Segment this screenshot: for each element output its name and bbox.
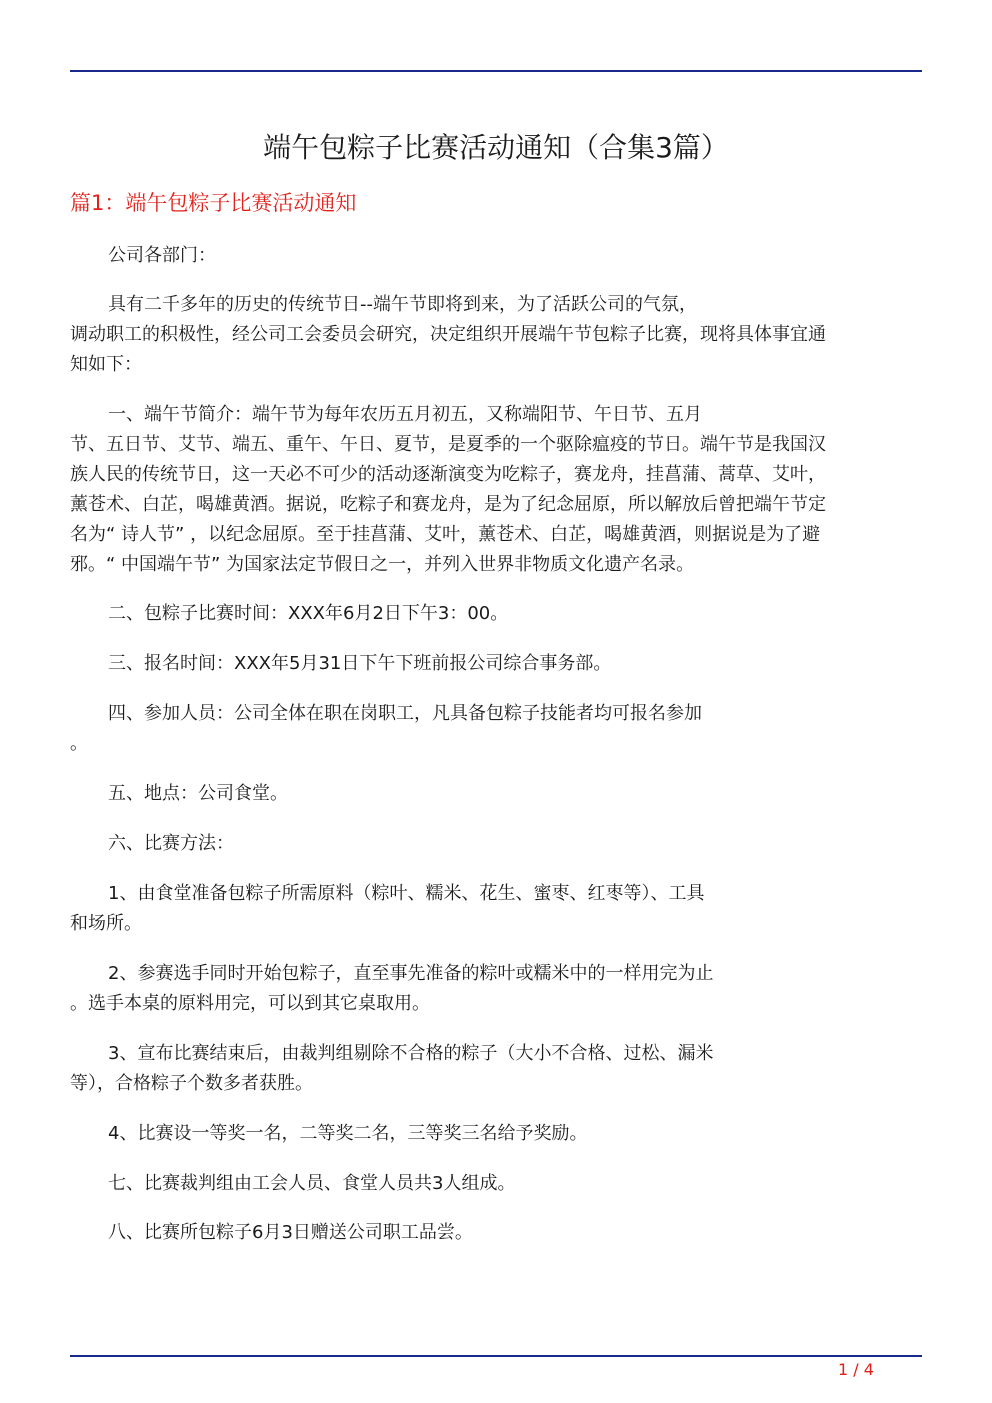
paragraph <box>70 241 922 271</box>
paragraph <box>70 1218 922 1248</box>
paragraph <box>70 599 922 629</box>
text-line: 五、地点：公司食堂。 <box>108 783 288 804</box>
paragraph <box>70 779 922 809</box>
text-line: 2、参赛选手同时开始包粽子，直至事先准备的粽叶或糯米中的一样用完为止 <box>108 963 714 984</box>
text-line: 1、由食堂准备包粽子所需原料（粽叶、糯米、花生、蜜枣、红枣等）、工具 <box>108 883 705 904</box>
paragraph <box>70 1119 922 1149</box>
text-line: 。选手本桌的原料用完，可以到其它桌取用。 <box>70 993 430 1014</box>
paragraph <box>70 1039 922 1099</box>
text-line: 邪。“ 中国端午节” 为国家法定节假日之一，并列入世界非物质文化遗产名录。 <box>70 554 695 575</box>
text-line: 调动职工的积极性，经公司工会委员会研究，决定组织开展端午节包粽子比赛，现将具体事宜通 <box>70 324 826 345</box>
section-heading: 篇1：端午包粽子比赛活动通知 <box>70 191 357 215</box>
text-line: 3、宣布比赛结束后，由裁判组剔除不合格的粽子（大小不合格、过松、漏米 <box>108 1043 714 1064</box>
text-line: 八、比赛所包粽子6月3日赠送公司职工品尝。 <box>108 1222 473 1243</box>
paragraph <box>70 649 922 679</box>
header-rule <box>70 70 922 72</box>
paragraph <box>70 290 922 380</box>
text-line: 公司各部门： <box>108 245 216 266</box>
text-line: 三、报名时间：XXX年5月31日下午下班前报公司综合事务部。 <box>108 653 612 674</box>
text-line: 等），合格粽子个数多者获胜。 <box>70 1073 313 1094</box>
paragraph <box>70 829 922 859</box>
text-line: 族人民的传统节日，这一天必不可少的活动逐渐演变为吃粽子，赛龙舟，挂菖蒲、蒿草、艾叶， <box>70 464 826 485</box>
text-line: 名为“ 诗人节” ，以纪念屈原。至于挂菖蒲、艾叶，薰苍术、白芷，喝雄黄酒，则据说是为了避 <box>70 524 821 545</box>
paragraph <box>70 400 922 580</box>
text-line: 。 <box>70 733 88 754</box>
paragraph <box>70 959 922 1019</box>
paragraph <box>70 699 922 759</box>
text-line: 二、包粽子比赛时间：XXX年6月2日下午3：00。 <box>108 603 509 624</box>
text-line: 一、端午节简介：端午节为每年农历五月初五，又称端阳节、午日节、五月 <box>108 404 702 425</box>
text-line: 4、比赛设一等奖一名，二等奖二名，三等奖三名给予奖励。 <box>108 1123 588 1144</box>
text-line: 六、比赛方法： <box>108 833 234 854</box>
text-line: 七、比赛裁判组由工会人员、食堂人员共3人组成。 <box>108 1173 516 1194</box>
text-line: 四、参加人员：公司全体在职在岗职工，凡具备包粽子技能者均可报名参加 <box>108 703 702 724</box>
document-title: 端午包粽子比赛活动通知（合集3篇） <box>263 131 729 164</box>
text-line: 薰苍术、白芷，喝雄黄酒。据说，吃粽子和赛龙舟，是为了纪念屈原，所以解放后曾把端午节定 <box>70 494 826 515</box>
text-line: 节、五日节、艾节、端五、重午、午日、夏节，是夏季的一个驱除瘟疫的节日。端午节是我国汉 <box>70 434 826 455</box>
paragraph <box>70 1169 922 1199</box>
text-line: 知如下： <box>70 354 142 375</box>
page-number: 1 / 4 <box>838 1360 874 1379</box>
footer-rule <box>70 1355 922 1357</box>
paragraph <box>70 879 922 939</box>
text-line: 具有二千多年的历史的传统节日--端午节即将到来，为了活跃公司的气氛， <box>108 294 697 315</box>
text-line: 和场所。 <box>70 913 142 934</box>
